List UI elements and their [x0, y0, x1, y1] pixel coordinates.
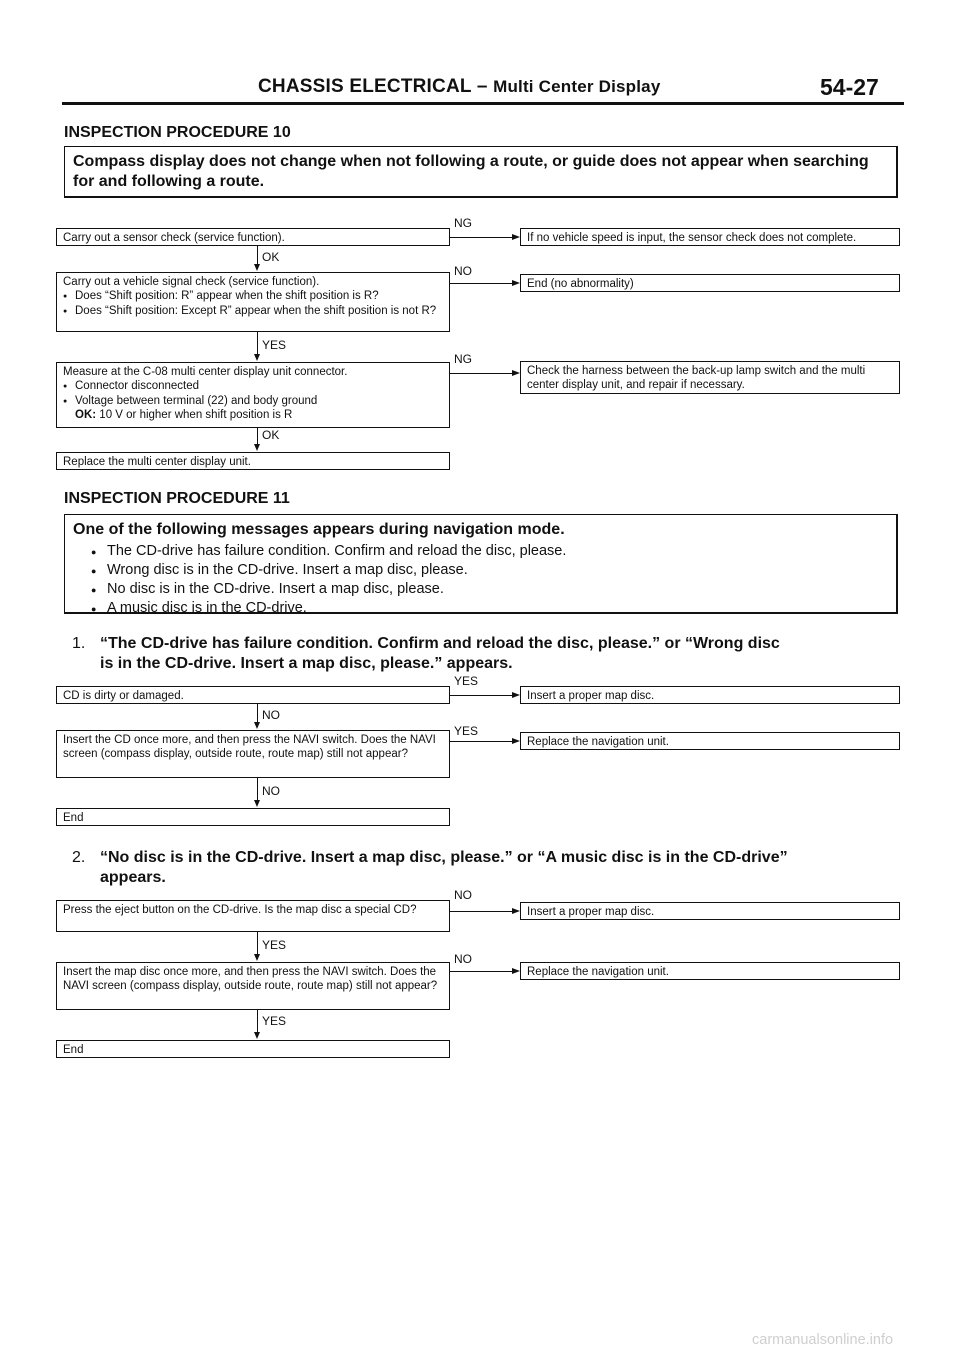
- p10-step2-branch-label: NO: [454, 264, 472, 278]
- c2-step1-branch-line: [450, 911, 516, 912]
- c1-step2-down-line: [257, 778, 258, 802]
- p10-step3-branch-line: [450, 373, 516, 374]
- step-bullet: ● Does “Shift position: Except R” appear when the shift position is not R?: [63, 304, 443, 318]
- p10-step4-box: [56, 452, 450, 470]
- message-item: ● Wrong disc is in the CD-drive. Insert a map disc, please.: [73, 561, 888, 580]
- p10-step3-branch-label: NG: [454, 352, 472, 366]
- arrow-right-icon: [512, 234, 520, 240]
- message-item: ● No disc is in the CD-drive. Insert a map disc, please.: [73, 580, 888, 599]
- step-text: Insert the CD once more, and then press the NAVI switch. Does the NAVI screen (compass display, outside route, route map) still not appear?: [63, 734, 436, 761]
- arrow-down-icon: [254, 800, 260, 807]
- step-bullets: [63, 379, 443, 408]
- case-line: is in the CD-drive. Insert a map disc, please.” appears.: [100, 655, 513, 672]
- step-text: Insert the map disc once more, and then press the NAVI switch. Does the NAVI screen (compass display, outside route, route map) still not appear?: [63, 966, 438, 993]
- c1-step1-result-box: [520, 686, 900, 704]
- ok-text: 10 V or higher when shift position is R: [99, 409, 293, 422]
- step-text: End: [63, 812, 84, 824]
- c2-step1-result-box: [520, 902, 900, 920]
- result-text: If no vehicle speed is input, the sensor check does not complete.: [527, 232, 857, 244]
- ok-criteria: [63, 408, 443, 422]
- p10-step2-result-box: [520, 274, 900, 292]
- p10-step2-box: [56, 272, 450, 332]
- arrow-down-icon: [254, 354, 260, 361]
- step-bullet: ● Voltage between terminal (22) and body ground: [63, 394, 443, 408]
- arrow-right-icon: [512, 280, 520, 286]
- p10-step1-box: [56, 228, 450, 246]
- c2-step1-down-line: [257, 932, 258, 956]
- p10-step3-next-label: OK: [262, 428, 280, 442]
- arrow-right-icon: [512, 968, 520, 974]
- p10-step2-next-label: YES: [262, 338, 287, 352]
- c2-step2-box: [56, 962, 450, 1010]
- arrow-down-icon: [254, 264, 260, 271]
- step-text: Carry out a vehicle signal check (service function).: [63, 276, 320, 288]
- case-line: appears.: [100, 869, 166, 886]
- p10-step3-result-box: [520, 361, 900, 394]
- arrow-right-icon: [512, 738, 520, 744]
- c1-step2-branch-line: [450, 741, 516, 742]
- section-name: CHASSIS ELECTRICAL: [258, 76, 472, 97]
- p10-step1-result-box: [520, 228, 900, 246]
- arrow-down-icon: [254, 1032, 260, 1039]
- case-number: 2.: [72, 849, 86, 866]
- case-line: “No disc is in the CD-drive. Insert a map disc, please.” or “A music disc is in the CD-drive”: [100, 849, 788, 866]
- c2-step2-down-line: [257, 1010, 258, 1034]
- case-1-heading: [72, 634, 902, 674]
- page-number: 54-27: [820, 74, 879, 100]
- symptom-text: Compass display does not change when not following a route, or guide does not appear when searching for and following a route.: [73, 153, 869, 190]
- section-title: [258, 76, 661, 98]
- result-text: End (no abnormality): [527, 278, 634, 290]
- header-rule: [62, 102, 904, 105]
- title-dash: –: [476, 76, 488, 97]
- c1-step1-branch-label: YES: [454, 674, 479, 688]
- ok-prefix: OK:: [75, 409, 97, 422]
- c1-step1-box: [56, 686, 450, 704]
- c2-step2-branch-line: [450, 971, 516, 972]
- result-text: Insert a proper map disc.: [527, 690, 655, 702]
- step-text: Carry out a sensor check (service function).: [63, 232, 285, 244]
- procedure-10-symptom: [64, 146, 898, 198]
- p10-step3-box: [56, 362, 450, 428]
- c2-step1-box: [56, 900, 450, 932]
- message-list: [73, 542, 888, 617]
- p10-step1-branch-line: [450, 237, 516, 238]
- procedure-11-title: INSPECTION PROCEDURE 11: [64, 490, 290, 507]
- procedure-11-symptom: [64, 514, 898, 614]
- c1-step2-box: [56, 730, 450, 778]
- step-text: Replace the multi center display unit.: [63, 456, 251, 468]
- step-text: Measure at the C-08 multi center display unit connector.: [63, 366, 348, 378]
- procedure-10-title: INSPECTION PROCEDURE 10: [64, 124, 291, 141]
- c1-step1-next-label: NO: [262, 708, 280, 722]
- c1-step2-result-box: [520, 732, 900, 750]
- result-text: Insert a proper map disc.: [527, 906, 655, 918]
- result-text: Check the harness between the back-up lamp switch and the multi center display unit, and repair if necessary.: [527, 365, 866, 392]
- symptom-text: One of the following messages appears during navigation mode.: [73, 521, 565, 538]
- message-item: ● A music disc is in the CD-drive.: [73, 599, 888, 618]
- c2-step1-next-label: YES: [262, 938, 287, 952]
- p10-step1-next-label: OK: [262, 250, 280, 264]
- arrow-down-icon: [254, 444, 260, 451]
- watermark: carmanualsonline.info: [752, 1332, 894, 1348]
- c1-step2-next-label: NO: [262, 784, 280, 798]
- step-bullet: ● Does “Shift position: R” appear when the shift position is R?: [63, 289, 443, 303]
- p10-step1-down-line: [257, 246, 258, 266]
- message-item: ● The CD-drive has failure condition. Confirm and reload the disc, please.: [73, 542, 888, 561]
- step-text: End: [63, 1044, 84, 1056]
- c2-step2-branch-label: NO: [454, 952, 472, 966]
- step-text: CD is dirty or damaged.: [63, 690, 184, 702]
- p10-step2-down-line: [257, 332, 258, 356]
- c2-step3-box: [56, 1040, 450, 1058]
- arrow-down-icon: [254, 722, 260, 729]
- c2-step2-result-box: [520, 962, 900, 980]
- step-text: Press the eject button on the CD-drive. Is the map disc a special CD?: [63, 904, 417, 916]
- c2-step1-branch-label: NO: [454, 888, 472, 902]
- step-bullets: [63, 289, 443, 318]
- step-bullet: ● Connector disconnected: [63, 379, 443, 393]
- c2-step2-next-label: YES: [262, 1014, 287, 1028]
- c1-step3-box: [56, 808, 450, 826]
- result-text: Replace the navigation unit.: [527, 736, 669, 748]
- c1-step1-down-line: [257, 704, 258, 724]
- arrow-right-icon: [512, 692, 520, 698]
- arrow-right-icon: [512, 908, 520, 914]
- result-text: Replace the navigation unit.: [527, 966, 669, 978]
- p10-step1-branch-label: NG: [454, 216, 472, 230]
- subsection-name: Multi Center Display: [493, 77, 661, 96]
- arrow-down-icon: [254, 954, 260, 961]
- c1-step2-branch-label: YES: [454, 724, 479, 738]
- case-line: “The CD-drive has failure condition. Confirm and reload the disc, please.” or “Wrong disc: [100, 635, 780, 652]
- arrow-right-icon: [512, 370, 520, 376]
- c1-step1-branch-line: [450, 695, 516, 696]
- case-number: 1.: [72, 635, 86, 652]
- p10-step2-branch-line: [450, 283, 516, 284]
- case-2-heading: [72, 848, 902, 888]
